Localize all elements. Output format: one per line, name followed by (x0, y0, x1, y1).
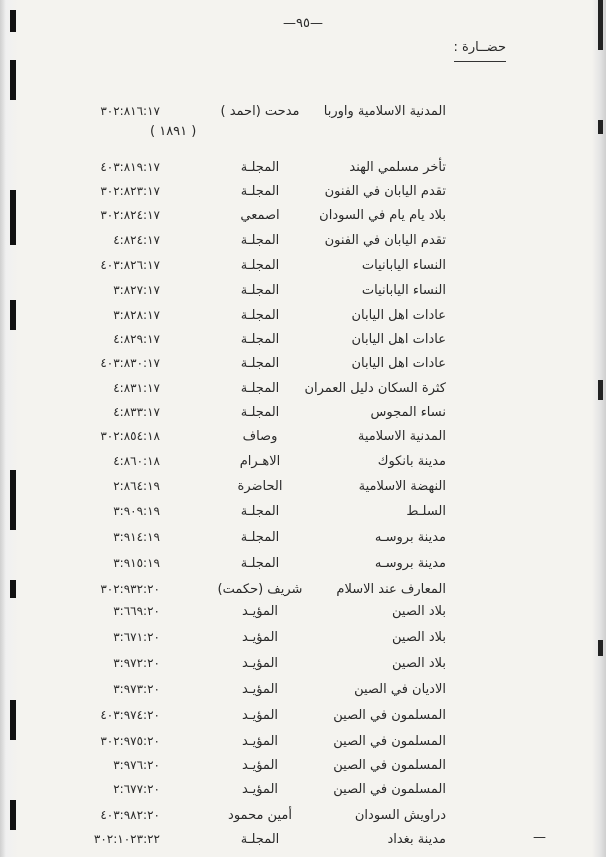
list-item: عادات اهل اليابان المجلـة ٤٠٣:٨٣٠:١٧ (100, 356, 446, 371)
list-item: تقدم اليابان في الفنون المجلـة ٣٠٢:٨٢٣:١٧ (100, 184, 446, 199)
list-item: المدنية الاسلامية واوربا مدحت (احمد ) ٣٠٢:٨١٦:١٧ (100, 104, 446, 119)
list-item: المسلمون في الصين المؤيـد ٢:٦٧٧:٢٠ (113, 782, 446, 797)
year-note: ( ١٨٩١ ) (150, 124, 197, 139)
list-item: دراويش السودان أمين محمود ٤٠٣:٩٨٢:٢٠ (100, 808, 446, 823)
list-item: المدنية الاسلامية وصاف ٣٠٢:٨٥٤:١٨ (100, 429, 446, 444)
page-number: —٩٥— (283, 16, 323, 31)
list-item: المسلمون في الصين المؤيـد ٣٠٢:٩٧٥:٢٠ (100, 734, 446, 749)
list-item: بلاد الصين المؤيـد ٣:٦٧١:٢٠ (113, 630, 446, 645)
list-item: عادات اهل اليابان المجلـة ٤:٨٢٩:١٧ (113, 332, 446, 347)
list-item: نساء المجوس المجلـة ٤:٨٣٣:١٧ (113, 405, 446, 420)
list-item: المسلمون في الصين المؤيـد ٤٠٣:٩٧٤:٢٠ (100, 708, 446, 723)
list-item: مدينة بروسـه المجلـة ٣:٩١٥:١٩ (113, 556, 446, 571)
list-item: مدينة بغداد المجلـة ٣٠٢:١٠٢٣:٢٢ (93, 832, 446, 847)
list-item: تقدم اليابان في الفنون المجلـة ٤:٨٢٤:١٧ (113, 233, 446, 248)
list-item: السلـط المجلـة ٣:٩٠٩:١٩ (113, 504, 446, 519)
list-item: المعارف عند الاسلام شريف (حكمت) ٣٠٢:٩٣٢:٢٠ (100, 582, 446, 597)
list-item: بلاد الصين المؤيـد ٣:٩٧٢:٢٠ (113, 656, 446, 671)
list-item: المسلمون في الصين المؤيـد ٣:٩٧٦:٢٠ (113, 758, 446, 773)
list-item: بلاد الصين المؤيـد ٣:٦٦٩:٢٠ (113, 604, 446, 619)
list-item: كثرة السكان دليل العمران المجلـة ٤:٨٣١:١٧ (113, 381, 446, 396)
list-dash: — (533, 830, 546, 845)
section-heading: حضــارة : (454, 40, 507, 62)
list-item: بلاد يام يام في السودان اصمعي ٣٠٢:٨٢٤:١٧ (100, 208, 446, 223)
list-item: مدينة بروسـه المجلـة ٣:٩١٤:١٩ (113, 530, 446, 545)
list-item: عادات اهل اليابان المجلـة ٣:٨٢٨:١٧ (113, 308, 446, 323)
list-item: النساء اليابانيات المجلـة ٣:٨٢٧:١٧ (113, 283, 446, 298)
list-item: الاديان في الصين المؤيـد ٣:٩٧٣:٢٠ (113, 682, 446, 697)
list-item: النهضة الاسلامية الحاضرة ٢:٨٦٤:١٩ (113, 479, 446, 494)
list-item: مدينة بانكوك الاهـرام ٤:٨٦٠:١٨ (113, 454, 446, 469)
list-item: تأخر مسلمي الهند المجلـة ٤٠٣:٨١٩:١٧ (100, 160, 446, 175)
list-item: النساء اليابانيات المجلـة ٤٠٣:٨٢٦:١٧ (100, 258, 446, 273)
